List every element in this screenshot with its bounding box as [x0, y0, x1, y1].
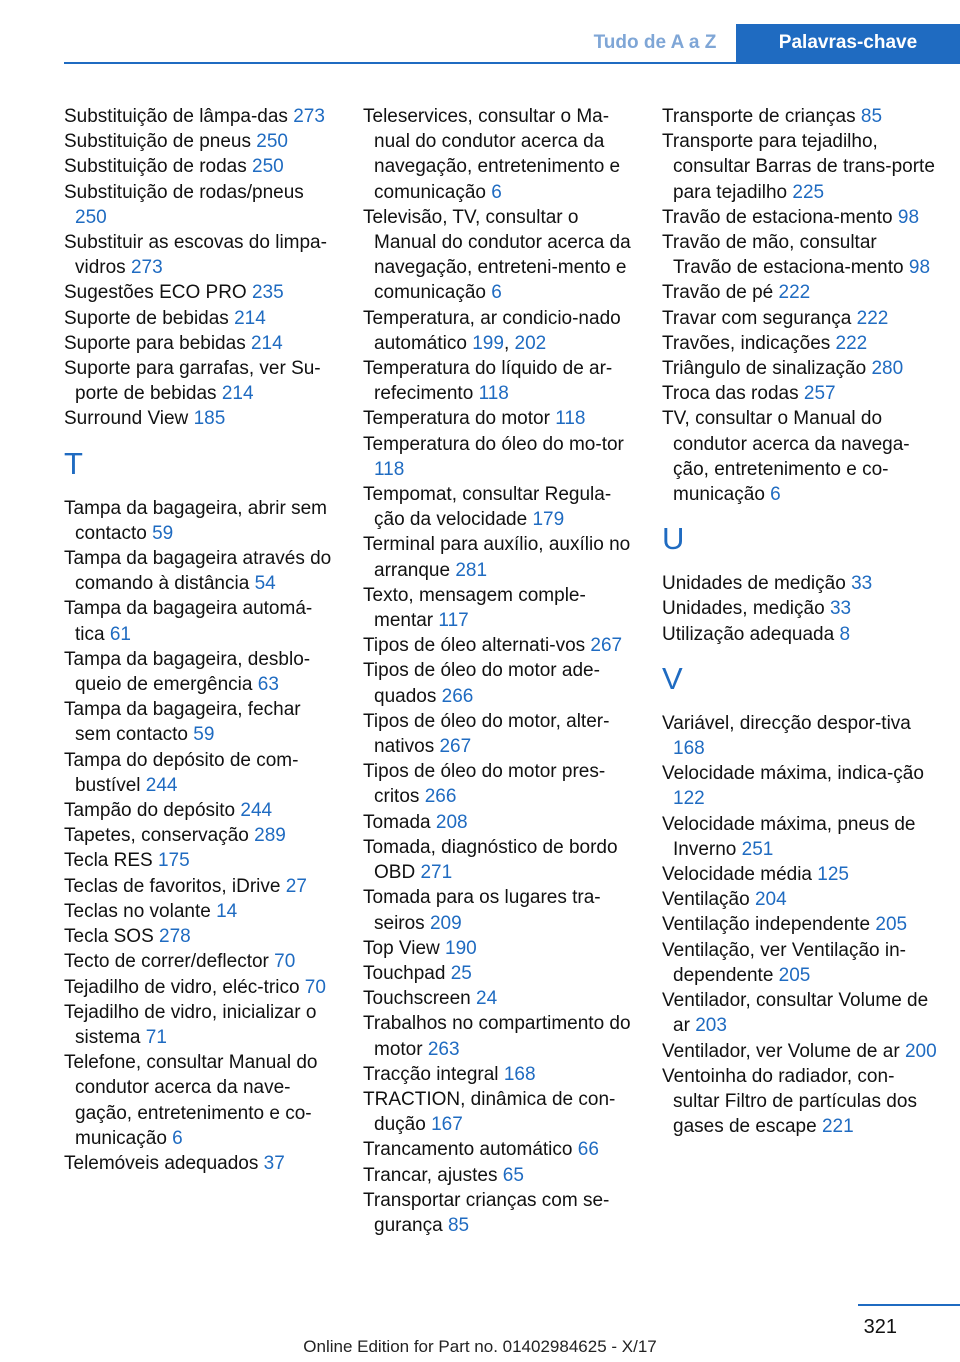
- index-entry: [64, 647, 340, 697]
- page-reference-link[interactable]: 266: [424, 786, 457, 808]
- page-reference-link[interactable]: 125: [817, 864, 849, 886]
- index-entry: [363, 885, 639, 935]
- index-entry: [64, 129, 340, 154]
- page-reference-link[interactable]: 71: [145, 1026, 167, 1048]
- page-reference-link[interactable]: 203: [695, 1015, 727, 1037]
- footer-edition: Online Edition for Part no. 01402984625 - X/17: [303, 1337, 657, 1356]
- index-entry: [363, 961, 639, 986]
- index-entry: [662, 356, 938, 381]
- index-entry: [662, 812, 938, 862]
- index-term: TRACTION, dinâmica de con-dução: [363, 1088, 616, 1136]
- index-entry: [64, 406, 340, 431]
- index-term: Telefone, consultar Manual do condutor acerca da nave-gação, entretenimento e co-municação: [64, 1052, 318, 1149]
- index-entry: [363, 709, 639, 759]
- index-entry: [363, 1062, 639, 1087]
- index-entry: [363, 532, 639, 582]
- index-term: Transporte para tejadilho, consultar Barras de trans-porte para tejadilho: [662, 131, 935, 203]
- index-entry: [363, 1137, 639, 1162]
- index-term: Variável, direcção despor-tiva: [662, 712, 911, 734]
- index-entry: [64, 949, 340, 974]
- index-term: Tapetes, conservação: [64, 825, 249, 847]
- index-term: Temperatura do líquido de ar-refecimento: [363, 358, 613, 405]
- index-entry: [662, 761, 938, 811]
- page-reference-link[interactable]: 200: [904, 1040, 937, 1062]
- index-entry: [662, 912, 938, 937]
- index-entry: [64, 975, 340, 1000]
- index-term: Temperatura do óleo do mo-tor: [363, 433, 624, 455]
- page-reference-link[interactable]: 8: [839, 623, 851, 645]
- page-reference-link[interactable]: 6: [491, 282, 502, 304]
- page-reference-link[interactable]: 222: [856, 307, 889, 329]
- page-reference-link[interactable]: 250: [256, 131, 288, 153]
- page-reference-link[interactable]: 205: [778, 964, 811, 986]
- index-entry: [64, 848, 340, 873]
- index-entry: [662, 381, 938, 406]
- index-entry: [363, 759, 639, 809]
- index-entry: [662, 331, 938, 356]
- page-reference-link[interactable]: 214: [250, 332, 283, 354]
- page-reference-link[interactable]: 235: [251, 282, 284, 304]
- page-reference-link[interactable]: 85: [860, 106, 883, 127]
- page-reference-link[interactable]: 251: [741, 838, 774, 860]
- page-reference-link[interactable]: 250: [252, 156, 284, 178]
- index-entry: [363, 356, 639, 406]
- index-entry: [662, 1064, 938, 1140]
- page-reference-link[interactable]: 98: [897, 206, 920, 228]
- index-term: Travão de mão, consultar Travão de estaciona-mento: [662, 232, 904, 279]
- index-term: Temperatura, ar condicio-nado automático: [363, 307, 621, 354]
- page-reference-link[interactable]: 244: [145, 774, 178, 796]
- page-reference-link[interactable]: 271: [420, 862, 453, 884]
- page-reference-link[interactable]: 199: [472, 332, 504, 354]
- index-entry: [64, 546, 340, 596]
- index-entry: [662, 571, 938, 596]
- index-term: Tecla RES: [64, 850, 153, 872]
- index-entry: [64, 1000, 340, 1050]
- index-term: Texto, mensagem comple-mentar: [363, 584, 586, 632]
- index-entry: [363, 986, 639, 1011]
- index-term: Velocidade média: [662, 864, 812, 886]
- index-entry: Temperatura, ar condicio-nado automático 199, 202: [363, 307, 621, 354]
- page-reference-link[interactable]: 205: [875, 914, 908, 936]
- page-reference-link[interactable]: 214: [234, 307, 266, 329]
- index-entry: [64, 154, 340, 179]
- page-reference-link[interactable]: 33: [829, 598, 852, 620]
- page-reference-link[interactable]: 66: [577, 1139, 599, 1161]
- page-reference-link[interactable]: 250: [75, 206, 107, 228]
- index-term: Teclas de favoritos, iDrive: [64, 875, 281, 897]
- index-term: Utilização adequada: [662, 623, 835, 645]
- index-term: Tejadilho de vidro, inicializar o sistema: [64, 1001, 317, 1048]
- index-entry: [363, 810, 639, 835]
- page-reference-link[interactable]: 263: [427, 1038, 460, 1060]
- index-entry: [64, 331, 340, 356]
- index-term: Tipos de óleo do motor ade-quados: [363, 660, 600, 707]
- index-entry: [662, 230, 938, 280]
- index-term: Tipos de óleo do motor, alter-nativos: [363, 710, 610, 758]
- index-entry: [64, 596, 340, 646]
- index-term: Ventilador, ver Volume de ar: [662, 1040, 900, 1062]
- index-entry: [64, 748, 340, 798]
- index-entry: [363, 1011, 639, 1061]
- index-entry: [64, 356, 340, 406]
- page-reference-link[interactable]: 168: [503, 1063, 536, 1085]
- index-entry: [64, 1050, 340, 1151]
- index-term: Surround View: [64, 408, 189, 430]
- index-entry: [363, 1163, 639, 1188]
- page-reference-link[interactable]: 190: [445, 937, 477, 959]
- index-term: Temperatura do motor: [363, 408, 550, 430]
- index-term: Trancar, ajustes: [363, 1164, 498, 1186]
- index-entry: [662, 862, 938, 887]
- index-entry: [64, 306, 340, 331]
- page-reference-link[interactable]: 122: [673, 788, 705, 810]
- index-term: Trancamento automático: [363, 1139, 573, 1161]
- page-reference-link[interactable]: 214: [221, 383, 254, 405]
- page-reference-link[interactable]: 6: [770, 484, 781, 506]
- index-term: Ventilação independente: [662, 914, 871, 936]
- index-term: Tampa da bagageira automá-tica: [64, 598, 313, 645]
- index-entry: [363, 205, 639, 306]
- index-term: Ventilador, consultar Volume de ar: [662, 990, 929, 1037]
- index-term: Tecto de correr/deflector: [64, 951, 269, 973]
- index-entry: [64, 280, 340, 305]
- index-entry: [363, 583, 639, 633]
- index-term: Substituir as escovas do limpa-vidros: [64, 232, 327, 279]
- index-entry: [662, 1039, 938, 1064]
- index-term: Substituição de lâmpa-das: [64, 106, 288, 127]
- index-column-3: [662, 104, 938, 1139]
- page-reference-link[interactable]: 280: [871, 358, 904, 380]
- index-entry: [662, 104, 938, 129]
- header-section-tab: Tudo de A a Z: [593, 32, 717, 53]
- index-term: Ventoinha do radiador, con-sultar Filtro de partículas dos gases de escape: [662, 1065, 917, 1138]
- page-reference-link[interactable]: 61: [109, 623, 131, 645]
- index-entry: [662, 622, 938, 647]
- index-term: Suporte de bebidas: [64, 307, 229, 329]
- page-reference-link[interactable]: 266: [441, 685, 474, 707]
- index-entry: [363, 658, 639, 708]
- page-reference-link[interactable]: 204: [754, 889, 787, 911]
- page-reference-link[interactable]: 202: [514, 332, 547, 354]
- header-rule: [64, 62, 960, 64]
- index-term: Terminal para auxílio, auxílio no arranque: [363, 534, 631, 581]
- index-term: Suporte para bebidas: [64, 332, 246, 354]
- page-reference-link[interactable]: 185: [193, 408, 226, 430]
- index-entry: [662, 988, 938, 1038]
- index-entry: [64, 798, 340, 823]
- index-term: Tomada para os lugares tra-seiros: [363, 887, 601, 934]
- index-term: Transportar crianças com se-gurança: [363, 1189, 610, 1236]
- page-reference-link[interactable]: 168: [673, 738, 705, 760]
- page-reference-link[interactable]: 33: [851, 573, 873, 595]
- index-term: Unidades, medição: [662, 598, 825, 620]
- index-term: Substituição de pneus: [64, 131, 251, 153]
- page-reference-link[interactable]: 267: [590, 635, 623, 657]
- index-entry: [64, 230, 340, 280]
- index-entry: [64, 180, 340, 230]
- index-entry: [64, 823, 340, 848]
- index-term: Transporte de crianças: [662, 106, 856, 127]
- page-reference-link[interactable]: 98: [908, 257, 931, 279]
- index-column-2: [363, 104, 639, 1238]
- index-entry: [662, 205, 938, 230]
- page-reference-link[interactable]: 257: [803, 383, 836, 405]
- index-term: Tomada: [363, 811, 431, 833]
- page-reference-link[interactable]: 273: [293, 106, 325, 127]
- index-term: Suporte para garrafas, ver Su-porte de bebidas: [64, 358, 321, 405]
- page-reference-link[interactable]: 117: [438, 610, 469, 632]
- index-letter-heading: V: [662, 660, 683, 696]
- page-reference-link[interactable]: 59: [193, 724, 215, 746]
- index-term: Tampa da bagageira, abrir sem contacto: [64, 497, 327, 544]
- page-reference-link[interactable]: 14: [216, 900, 238, 922]
- page-reference-link[interactable]: 222: [835, 332, 868, 354]
- page-reference-link[interactable]: 118: [478, 383, 509, 405]
- index-entry: [363, 104, 639, 205]
- index-entry: [662, 711, 938, 761]
- index-term: Teclas no volante: [64, 900, 211, 922]
- page-reference-link[interactable]: 37: [263, 1152, 285, 1174]
- index-term: Substituição de rodas: [64, 156, 247, 178]
- page-reference-link[interactable]: 209: [429, 912, 462, 934]
- page-reference-link[interactable]: 25: [450, 962, 472, 984]
- page-reference-link[interactable]: 6: [172, 1127, 183, 1149]
- page-reference-link[interactable]: 289: [254, 825, 286, 847]
- index-term: TV, consultar o Manual do condutor acerca da navega-ção, entretenimento e co-municação: [662, 408, 910, 506]
- page-reference-link[interactable]: 222: [778, 282, 811, 304]
- page-reference-link[interactable]: 208: [435, 811, 468, 833]
- index-entry: [64, 697, 340, 747]
- index-term: Teleservices, consultar o Ma-nual do condutor acerca da navegação, entretenimento e comunicação: [363, 106, 621, 203]
- index-entry: [363, 1087, 639, 1137]
- index-term: Ventilação, ver Ventilação in-dependente: [662, 939, 906, 986]
- index-term: Travão de pé: [662, 282, 774, 304]
- index-letter-heading: T: [64, 445, 83, 481]
- index-term: Televisão, TV, consultar o Manual do condutor acerca da navegação, entreteni-mento e comunicação: [363, 206, 631, 304]
- page-reference-link[interactable]: 221: [821, 1116, 854, 1138]
- index-entry: [662, 406, 938, 507]
- index-term: Tampa da bagageira, fechar sem contacto: [64, 699, 301, 746]
- index-letter-heading: U: [662, 521, 685, 557]
- page-reference-link[interactable]: 65: [502, 1164, 524, 1186]
- index-term: Tampa da bagageira, desblo-queio de emergência: [64, 648, 311, 696]
- page-reference-link[interactable]: 281: [455, 559, 488, 581]
- index-term: Trabalhos no compartimento do motor: [363, 1013, 631, 1060]
- page-reference-link[interactable]: 70: [274, 951, 296, 973]
- index-entry: [662, 129, 938, 205]
- page-reference-link[interactable]: 70: [304, 976, 326, 998]
- index-entry: [64, 496, 340, 546]
- index-term: Unidades de medição: [662, 573, 846, 595]
- index-term: Tejadilho de vidro, eléc-trico: [64, 976, 300, 998]
- index-term: Substituição de rodas/pneus: [64, 181, 304, 203]
- page-reference-link[interactable]: 175: [157, 850, 190, 872]
- index-entry: [64, 899, 340, 924]
- index-term: Telemóveis adequados: [64, 1152, 259, 1174]
- page-reference-link[interactable]: 267: [439, 736, 472, 758]
- index-entry: [363, 936, 639, 961]
- index-term: Touchscreen: [363, 988, 471, 1010]
- index-term: Travões, indicações: [662, 332, 831, 354]
- page-reference-link[interactable]: 118: [374, 458, 405, 480]
- index-term: Top View: [363, 937, 440, 959]
- index-entry: [363, 482, 639, 532]
- page-reference-link[interactable]: 59: [152, 522, 174, 544]
- index-term: Tracção integral: [363, 1063, 499, 1085]
- page-reference-link[interactable]: 273: [130, 257, 163, 279]
- index-entry: [662, 938, 938, 988]
- footer-rule: [858, 1304, 960, 1306]
- page-reference-link[interactable]: 225: [792, 181, 825, 203]
- index-term: Touchpad: [363, 962, 446, 984]
- page-reference-link[interactable]: 27: [285, 875, 307, 897]
- index-entry: [363, 835, 639, 885]
- index-term: Tomada, diagnóstico de bordo OBD: [363, 836, 618, 884]
- index-term: Tampa da bagageira através do comando à distância: [64, 548, 332, 595]
- index-term: Tampão do depósito: [64, 800, 236, 822]
- page-reference-link[interactable]: 6: [491, 181, 502, 203]
- index-entry: [363, 1188, 639, 1238]
- page-reference-link[interactable]: 54: [254, 573, 276, 595]
- page-reference-link[interactable]: 63: [257, 674, 279, 696]
- index-term: Tempomat, consultar Regula-ção da velocidade: [363, 484, 612, 531]
- header-active-tab: Palavras-chave: [736, 24, 960, 62]
- index-term: Ventilação: [662, 889, 750, 911]
- index-term: Tipos de óleo do motor pres-critos: [363, 761, 606, 808]
- index-term: Troca das rodas: [662, 383, 799, 405]
- index-entry: [662, 596, 938, 621]
- page-reference-link[interactable]: 118: [555, 408, 586, 430]
- page-number: 321: [863, 1316, 897, 1338]
- index-entry: [363, 432, 639, 482]
- index-term: Sugestões ECO PRO: [64, 282, 247, 304]
- index-term: Velocidade máxima, pneus de Inverno: [662, 813, 916, 860]
- page-reference-link[interactable]: 85: [447, 1214, 470, 1236]
- page-reference-link[interactable]: 24: [476, 988, 498, 1010]
- index-entry: [662, 887, 938, 912]
- index-term: Tipos de óleo alternati-vos: [363, 635, 586, 657]
- page-reference-link[interactable]: 244: [240, 800, 273, 822]
- index-entry: [64, 924, 340, 949]
- index-term: Tampa do depósito de com-bustível: [64, 749, 299, 796]
- index-column-1: [64, 104, 340, 1176]
- page-reference-link[interactable]: 278: [159, 926, 191, 948]
- page-reference-link[interactable]: 167: [431, 1114, 463, 1136]
- index-entry: [363, 406, 639, 431]
- index-term: Velocidade máxima, indica-ção: [662, 763, 924, 785]
- index-entry: [662, 306, 938, 331]
- index-term: Travão de estaciona-mento: [662, 206, 893, 228]
- index-entry: [64, 874, 340, 899]
- index-term: Tecla SOS: [64, 926, 154, 948]
- index-entry: [64, 104, 340, 129]
- index-entry: [64, 1151, 340, 1176]
- page-reference-link[interactable]: 179: [532, 509, 565, 531]
- index-term: Travar com segurança: [662, 307, 852, 329]
- index-entry: [662, 280, 938, 305]
- index-entry: [363, 633, 639, 658]
- index-term: Triângulo de sinalização: [662, 358, 867, 380]
